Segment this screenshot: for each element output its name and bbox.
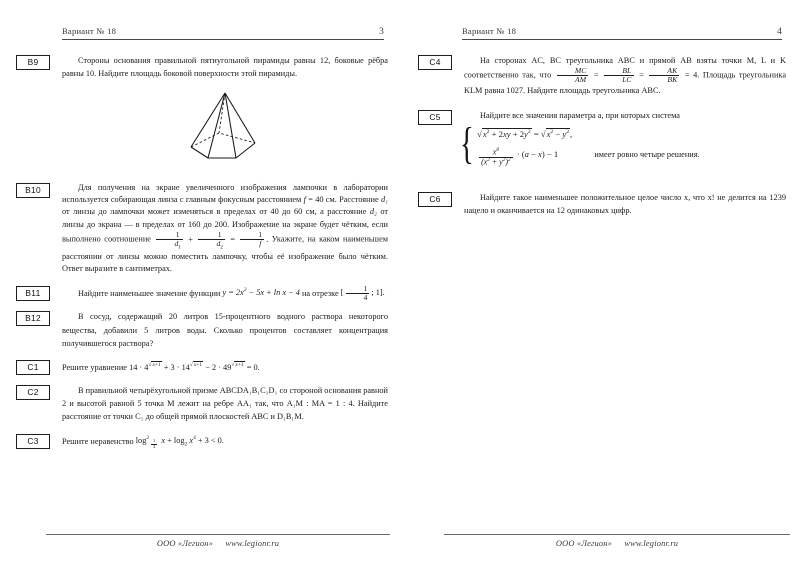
task-b10-d1-tail: от линзы до лампочки может изменяться в пределах от 40 до 60 см, а расстояние (62, 207, 367, 217)
task-c3-body (50, 433, 388, 453)
task-b11-interval: [ $\frac{1}{4}$ ; 1]. (340, 283, 385, 302)
left-publisher: ООО «Легион» (156, 539, 214, 548)
task-c5-system (460, 119, 786, 169)
task-c1-equation: $14 \cdot 4^{√x+1} + 3 \cdot 14^{√x+1} - 2 \cdot 49^{√x+1} = 0$. (129, 361, 260, 372)
task-c4-text-1: На сторонах AC, BC треугольника ABC и прямой AB взяты точки M, L и K соответственно так, что (464, 56, 786, 80)
right-footer (444, 534, 790, 548)
task-c2 (16, 384, 388, 424)
task-code-c1[interactable]: C1 (16, 360, 50, 375)
system-rows (477, 124, 700, 166)
right-page-number: 4 (777, 27, 782, 37)
task-c1-lead: Решите уравнение (62, 362, 127, 372)
left-publisher-url[interactable]: www.legionr.ru (225, 539, 280, 548)
right-header-title: Вариант № 18 (462, 26, 517, 36)
task-c4 (418, 54, 786, 97)
task-b11-on: на отрезке (301, 288, 339, 298)
task-code-c5[interactable]: C5 (418, 110, 452, 125)
pyramid-figure-wrap (62, 90, 388, 168)
task-b9-text: Стороны основания правильной пятиугольной пирамиды равны 12, боковые рёбра равны 10. Найдите площадь боковой поверхности этой пирамиды. (62, 56, 388, 79)
task-code-c3[interactable]: C3 (16, 434, 50, 449)
task-c3-lead: Решите неравенство (62, 436, 134, 446)
distance-d2-symbol: d₂ (369, 207, 377, 217)
interval-right: 1 (375, 288, 380, 298)
task-code-c4[interactable]: C4 (418, 55, 452, 70)
interval-num: 1 (363, 283, 368, 293)
left-footer (46, 534, 390, 548)
task-c5 (418, 109, 786, 167)
focal-length-symbol: f (303, 195, 306, 205)
task-c4-body: На сторонах AC, BC треугольника ABC и прямой AB взяты точки M, L и K соответственно так, что $\frac{MC}{AM}$ = $\frac{BL}{LC}$ = $\frac{AK}{BK}$ = 4. Площадь треугольника KLM равна 1027. Найдите площадь треугольника ABC. (464, 56, 786, 95)
ratio-ak-bk: $\frac{AK}{BK}$ (649, 67, 679, 84)
task-c6 (418, 191, 786, 217)
right-publisher: ООО «Легион» (555, 539, 613, 548)
task-b12-body: В сосуд, содержащий 20 литров 15-процентного водного раствора некоторого вещества, добавили 5 литров воды. Сколько процентов составляет концентрация получившегося раствора? (62, 312, 388, 348)
task-c5-body (452, 109, 786, 167)
task-b11 (16, 285, 388, 302)
right-footer-text (444, 539, 790, 548)
right-page (400, 0, 800, 566)
task-code-b9[interactable]: B9 (16, 55, 50, 70)
left-footer-rule (46, 534, 390, 535)
right-running-head (462, 26, 782, 40)
left-header-title: Вариант № 18 (62, 26, 117, 36)
task-code-c2[interactable]: C2 (16, 385, 50, 400)
task-code-b12[interactable]: B12 (16, 311, 50, 326)
left-running-head (62, 26, 384, 40)
task-code-c6[interactable]: C6 (418, 192, 452, 207)
lens-formula: $\frac{1}{d_1}$ + $\frac{1}{d_2}$ = $\frac{1}{f}$ . (154, 235, 271, 244)
task-c1 (16, 359, 388, 375)
task-c5-note: имеет ровно четыре решения. (594, 150, 700, 160)
interval-den: 4 (346, 293, 370, 302)
right-footer-rule (444, 534, 790, 535)
task-b10-body (50, 182, 388, 276)
system-brace: { (460, 119, 474, 169)
task-c4-text-2: Площадь треугольника KLM равна 1027. Найдите площадь треугольника ABC. (464, 70, 786, 95)
system-equation-2: $\frac{x^8}{(x^2 + y^2)^2}$ · (a − x) − 1 имеет ровно четыре решения. (481, 147, 700, 167)
task-c1-body (50, 359, 388, 374)
task-b10-text-1: Для получения на экране увеличенного изображения лампочки в лаборатории используется собирающая линза с главным фокусным расстоянием (62, 182, 388, 205)
ratio-mc-am: $\frac{MC}{AM}$ (557, 67, 588, 84)
system-equation-1: $√x^2 + 2xy + 2y^2 = √x^2 - y^2$, (477, 129, 573, 140)
task-code-b10[interactable]: B10 (16, 183, 50, 198)
task-b11-body (50, 285, 388, 302)
task-b10 (16, 182, 388, 276)
left-footer-text (46, 539, 390, 548)
task-b10-d2-tail: от линзы до экрана — в пределах от 160 до 200. Изображение на экране будет чётким, если выполнено соотношение (62, 207, 389, 244)
system-equation-2-tail: · (a − x) − 1 (516, 149, 559, 160)
task-c3 (16, 433, 388, 453)
task-c5-lead: Найдите все значения параметра a, при которых система (480, 110, 680, 120)
task-c3-inequality: $\log^2$ $_{\frac{1}{2}}$ $x + \log_2 x^4 + 3 < 0$. (135, 435, 224, 449)
left-page-number: 3 (379, 27, 384, 37)
distance-d1-symbol: d₁ (380, 195, 389, 205)
task-b11-lead: Найдите наименьшее значение функции (78, 288, 221, 298)
task-c6-body: Найдите такое наименьшее положительное целое число x, что x! не делится на 1239 нацело и оканчивается на 12 одинаковых цифр. (464, 192, 786, 215)
task-c2-body: В правильной четырёхугольной призме ABCDA₁B₁C₁D₁ со стороной основания равной 2 и высотой равной 5 точка M лежит на ребре AA₁ так, что A₁M : MA = 1 : 4. Найдите расстояние от точки C₁ до общей прямой плоскостей ABC и D₁B₁M. (62, 385, 388, 422)
task-c4-ratio-value: = 4. (684, 70, 700, 80)
pentagonal-pyramid-icon (186, 90, 264, 164)
ratio-bl-lc: $\frac{BL}{LC}$ (604, 67, 633, 84)
task-b9 (16, 54, 388, 173)
task-b11-function: $y = 2x^2 - 5x + \ln x - 4$ (222, 287, 302, 298)
task-b10-f-value: = 40 см. Расстояние (308, 195, 379, 205)
task-b9-body (50, 54, 388, 173)
right-publisher-url[interactable]: www.legionr.ru (624, 539, 679, 548)
task-b10-text-2: Укажите, на каком наименьшем расстоянии от линзы можно поместить лампочку, чтобы её изображение было чётким. Ответ выразите в сантиметрах. (62, 234, 388, 274)
task-b12 (16, 310, 388, 350)
task-code-b11[interactable]: B11 (16, 286, 50, 301)
